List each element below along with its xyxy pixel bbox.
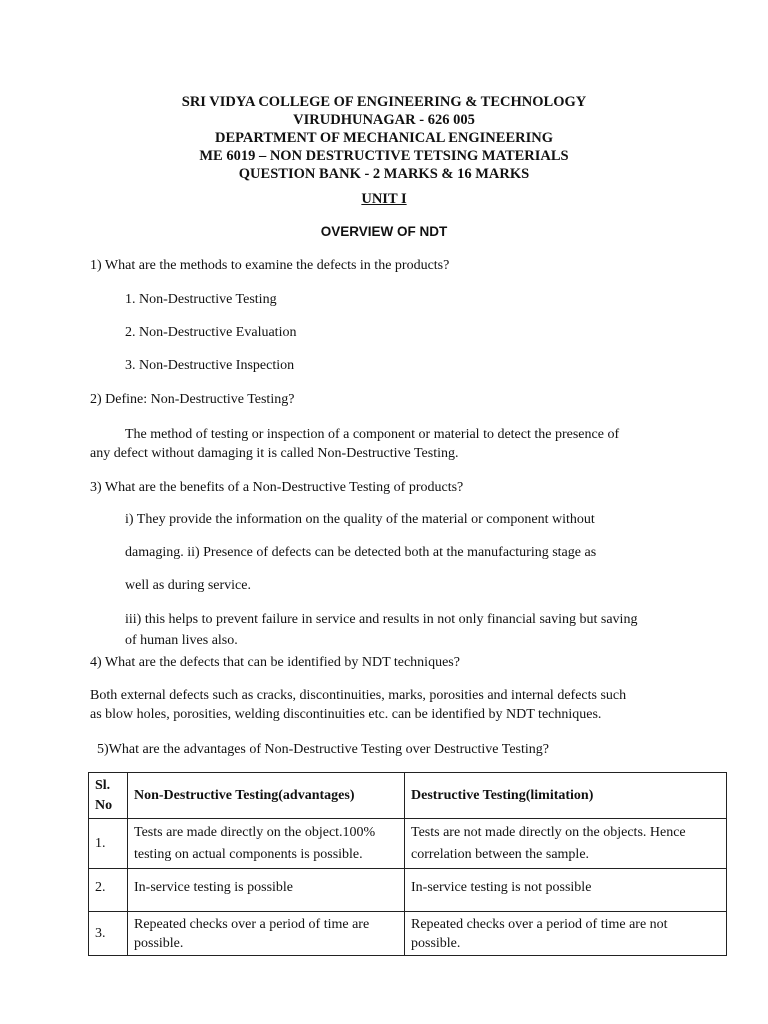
q1-item-2: 2. Non-Destructive Evaluation	[125, 325, 297, 340]
q3-line-4: iii) this helps to prevent failure in service and results in not only financial saving but saving	[125, 612, 638, 627]
q1-item-1: 1. Non-Destructive Testing	[125, 292, 277, 307]
course-title: ME 6019 – NON DESTRUCTIVE TETSING MATERIALS	[199, 148, 569, 164]
question-3: 3) What are the benefits of a Non-Destructive Testing of products?	[90, 480, 464, 495]
row-3-dt: Repeated checks over a period of time are not possible.	[405, 912, 727, 956]
table-row	[89, 819, 727, 869]
question-4: 4) What are the defects that can be identified by NDT techniques?	[90, 655, 460, 670]
row-2-no: 2.	[89, 869, 128, 912]
row-2-ndt: In-service testing is possible	[128, 869, 405, 912]
question-bank-title: QUESTION BANK - 2 MARKS & 16 MARKS	[238, 166, 530, 182]
question-1: 1) What are the methods to examine the defects in the products?	[90, 258, 450, 273]
comparison-table	[88, 772, 727, 956]
q3-line-1: i) They provide the information on the quality of the material or component without	[125, 512, 595, 527]
row-1-ndt: Tests are made directly on the object.100% testing on actual components is possible.	[128, 819, 405, 869]
q4-answer-line-1: Both external defects such as cracks, discontinuities, marks, porosities and internal defects such	[90, 688, 627, 703]
q3-line-5: of human lives also.	[125, 633, 238, 648]
row-1-no: 1.	[89, 819, 128, 869]
table-row	[89, 869, 727, 912]
header-dt: Destructive Testing(limitation)	[405, 773, 727, 819]
table-header-row	[89, 773, 727, 819]
q3-line-3: well as during service.	[125, 578, 251, 593]
row-3-no: 3.	[89, 912, 128, 956]
q3-line-2: damaging. ii) Presence of defects can be detected both at the manufacturing stage as	[125, 545, 597, 560]
department-name: DEPARTMENT OF MECHANICAL ENGINEERING	[215, 130, 553, 146]
q2-answer-line-1: The method of testing or inspection of a component or material to detect the presence of	[125, 427, 620, 442]
q2-answer-line-2: any defect without damaging it is called Non-Destructive Testing.	[90, 446, 459, 461]
header-ndt: Non-Destructive Testing(advantages)	[128, 773, 405, 819]
college-location: VIRUDHUNAGAR - 626 005	[293, 112, 475, 128]
row-1-dt: Tests are not made directly on the objects. Hence correlation between the sample.	[405, 819, 727, 869]
q1-item-3: 3. Non-Destructive Inspection	[125, 358, 295, 373]
question-5: 5)What are the advantages of Non-Destructive Testing over Destructive Testing?	[97, 742, 549, 757]
table-row	[89, 912, 727, 956]
header-sl-no: Sl. No	[89, 773, 128, 819]
question-2: 2) Define: Non-Destructive Testing?	[90, 392, 295, 407]
section-title: OVERVIEW OF NDT	[320, 224, 448, 239]
row-2-dt: In-service testing is not possible	[405, 869, 727, 912]
college-name: SRI VIDYA COLLEGE OF ENGINEERING & TECHNOLOGY	[181, 94, 587, 110]
unit-heading: UNIT I	[361, 191, 407, 207]
q4-answer-line-2: as blow holes, porosities, welding discontinuities etc. can be identified by NDT techniques.	[90, 707, 602, 722]
row-3-ndt: Repeated checks over a period of time are possible.	[128, 912, 405, 956]
